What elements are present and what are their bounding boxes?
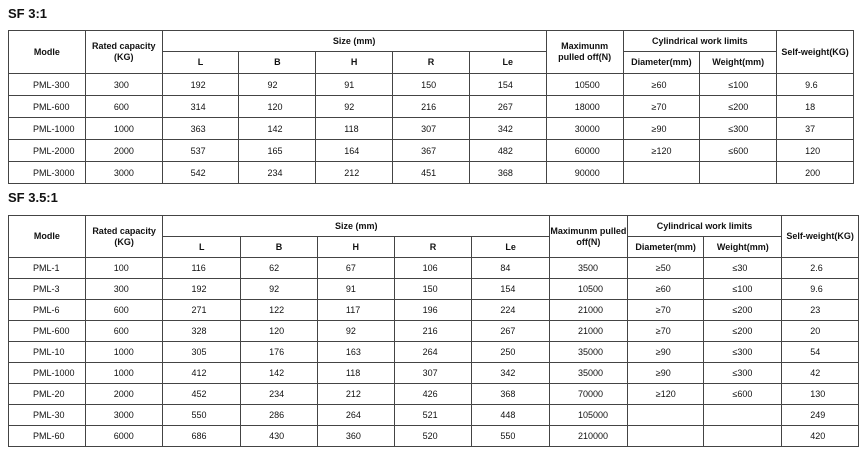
table-cell: 84 <box>472 258 550 279</box>
table-cell: 210000 <box>550 426 628 447</box>
table-cell <box>623 162 700 184</box>
table-cell: 54 <box>782 342 859 363</box>
table-cell: 35000 <box>550 342 628 363</box>
table-cell: 176 <box>241 342 318 363</box>
model-cell: PML-30 <box>9 405 86 426</box>
table-cell: 300 <box>85 74 162 96</box>
header-size-col: Le <box>472 237 550 258</box>
table-cell: 120 <box>777 140 854 162</box>
table-cell: 120 <box>239 96 316 118</box>
header-self-weight: Self-weight(KG) <box>782 216 859 258</box>
model-cell: PML-20 <box>9 384 86 405</box>
table-cell: 367 <box>393 140 470 162</box>
table-cell: ≥70 <box>623 96 700 118</box>
table-cell: ≤300 <box>700 118 777 140</box>
table-cell: 1000 <box>85 363 163 384</box>
table-cell: 92 <box>316 96 393 118</box>
table-cell: 224 <box>472 300 550 321</box>
table-cell: 100 <box>85 258 163 279</box>
header-size-group: Size (mm) <box>162 31 546 52</box>
model-cell: PML-300 <box>9 74 86 96</box>
table-row <box>9 140 854 162</box>
table-cell: 192 <box>162 74 239 96</box>
table-cell: 164 <box>316 140 393 162</box>
table-cell: 216 <box>394 321 472 342</box>
table-cell: 342 <box>472 363 550 384</box>
table-2-title: SF 3.5:1 <box>8 190 58 205</box>
table-cell: 249 <box>782 405 859 426</box>
table-cell: 154 <box>469 74 546 96</box>
table-cell: 448 <box>472 405 550 426</box>
table-cell: 234 <box>241 384 318 405</box>
table-cell: 521 <box>394 405 472 426</box>
table-cell: ≥90 <box>623 118 700 140</box>
table-cell: 196 <box>394 300 472 321</box>
table-cell: 105000 <box>550 405 628 426</box>
table-cell: 542 <box>162 162 239 184</box>
table-cell: 3500 <box>550 258 628 279</box>
header-size-col: R <box>394 237 472 258</box>
table-cell: 163 <box>317 342 394 363</box>
table-cell: 21000 <box>550 300 628 321</box>
table-row <box>9 405 859 426</box>
table-cell: 9.6 <box>777 74 854 96</box>
table-row <box>9 426 859 447</box>
table-cell: 35000 <box>550 363 628 384</box>
header-pulled-off: Maximunm pulled off(N) <box>550 216 628 258</box>
table-cell: 60000 <box>546 140 623 162</box>
header-capacity: Rated capacity (KG) <box>85 31 162 74</box>
table-cell <box>627 426 704 447</box>
table-cell: 9.6 <box>782 279 859 300</box>
table-cell: ≥120 <box>623 140 700 162</box>
header-size-col: L <box>162 52 239 74</box>
table-cell: 6000 <box>85 426 163 447</box>
table-cell: 116 <box>163 258 241 279</box>
table-cell: 430 <box>241 426 318 447</box>
model-cell: PML-2000 <box>9 140 86 162</box>
table-cell: 18 <box>777 96 854 118</box>
header-row-1 <box>9 31 854 52</box>
table-cell: ≥60 <box>627 279 704 300</box>
table-cell: 234 <box>239 162 316 184</box>
header-size-col: R <box>393 52 470 74</box>
table-cell: 550 <box>472 426 550 447</box>
table-cell: 23 <box>782 300 859 321</box>
model-cell: PML-1000 <box>9 363 86 384</box>
table-cell: ≤30 <box>704 258 782 279</box>
table-cell: 368 <box>472 384 550 405</box>
table-cell: 154 <box>472 279 550 300</box>
table-cell: 363 <box>162 118 239 140</box>
table-cell: 537 <box>162 140 239 162</box>
table-cell: 600 <box>85 300 163 321</box>
table-cell: 212 <box>317 384 394 405</box>
table-cell: 267 <box>469 96 546 118</box>
table-cell: 90000 <box>546 162 623 184</box>
header-cylindrical-col: Weight(mm) <box>704 237 782 258</box>
table-cell: 250 <box>472 342 550 363</box>
table-cell: 307 <box>393 118 470 140</box>
table-cell: 550 <box>163 405 241 426</box>
table-cell: 600 <box>85 321 163 342</box>
table-cell: 91 <box>317 279 394 300</box>
header-cylindrical-group: Cylindrical work limits <box>623 31 777 52</box>
table-cell: 286 <box>241 405 318 426</box>
header-pulled-off: Maximunm pulled off(N) <box>546 31 623 74</box>
table-cell: 92 <box>317 321 394 342</box>
table-cell: 3000 <box>85 162 162 184</box>
table-cell: 142 <box>239 118 316 140</box>
table-row <box>9 96 854 118</box>
header-capacity: Rated capacity (KG) <box>85 216 163 258</box>
table-cell: ≤100 <box>704 279 782 300</box>
table-cell: ≤200 <box>704 300 782 321</box>
table-cell: 520 <box>394 426 472 447</box>
table-cell: 420 <box>782 426 859 447</box>
table-cell: 300 <box>85 279 163 300</box>
header-cylindrical-col: Diameter(mm) <box>627 237 704 258</box>
table-cell: 122 <box>241 300 318 321</box>
table-cell: 150 <box>394 279 472 300</box>
table-cell: 92 <box>241 279 318 300</box>
header-cylindrical-col: Diameter(mm) <box>623 52 700 74</box>
table-cell: 264 <box>317 405 394 426</box>
table-cell: ≥50 <box>627 258 704 279</box>
table-row <box>9 74 854 96</box>
model-cell: PML-600 <box>9 96 86 118</box>
table-cell: 412 <box>163 363 241 384</box>
table-row <box>9 279 859 300</box>
table-cell: 451 <box>393 162 470 184</box>
table-cell: 200 <box>777 162 854 184</box>
table-cell: 3000 <box>85 405 163 426</box>
model-cell: PML-3000 <box>9 162 86 184</box>
table-cell: 267 <box>472 321 550 342</box>
header-self-weight: Self-weight(KG) <box>777 31 854 74</box>
spec-table-sf-3-5-1 <box>8 215 859 447</box>
table-row <box>9 384 859 405</box>
table-row <box>9 258 859 279</box>
table-row <box>9 363 859 384</box>
table-cell: 10500 <box>546 74 623 96</box>
table-cell <box>627 405 704 426</box>
table-cell: 142 <box>241 363 318 384</box>
header-model: Modle <box>9 31 86 74</box>
table-cell: 212 <box>316 162 393 184</box>
model-cell: PML-600 <box>9 321 86 342</box>
table-cell: 216 <box>393 96 470 118</box>
table-cell: 192 <box>163 279 241 300</box>
table-cell: 368 <box>469 162 546 184</box>
table-cell: ≥60 <box>623 74 700 96</box>
table-1-title: SF 3:1 <box>8 6 48 21</box>
table-cell: 2000 <box>85 384 163 405</box>
table-cell: 37 <box>777 118 854 140</box>
header-size-col: Le <box>469 52 546 74</box>
table-row <box>9 321 859 342</box>
table-cell: 305 <box>163 342 241 363</box>
table-cell: 120 <box>241 321 318 342</box>
table-cell: 1000 <box>85 118 162 140</box>
table-cell: 271 <box>163 300 241 321</box>
table-cell <box>700 162 777 184</box>
table-row <box>9 300 859 321</box>
spec-table-sf-3-1 <box>8 30 854 184</box>
table-cell: 328 <box>163 321 241 342</box>
table-cell: 2.6 <box>782 258 859 279</box>
model-cell: PML-3 <box>9 279 86 300</box>
table-cell: 118 <box>316 118 393 140</box>
table-cell: ≤600 <box>704 384 782 405</box>
table-cell: 314 <box>162 96 239 118</box>
table-cell: 70000 <box>550 384 628 405</box>
table-cell: 10500 <box>550 279 628 300</box>
table-cell <box>704 405 782 426</box>
table-cell: 686 <box>163 426 241 447</box>
table-cell: 117 <box>317 300 394 321</box>
table-cell: ≥70 <box>627 300 704 321</box>
table-cell: 452 <box>163 384 241 405</box>
header-size-col: B <box>241 237 318 258</box>
header-size-group: Size (mm) <box>163 216 550 237</box>
table-cell: ≤300 <box>704 342 782 363</box>
table-cell: 2000 <box>85 140 162 162</box>
table-cell: 342 <box>469 118 546 140</box>
header-row-1 <box>9 216 859 237</box>
table-cell: ≤200 <box>704 321 782 342</box>
table-cell: 62 <box>241 258 318 279</box>
table-row <box>9 342 859 363</box>
table-cell: 18000 <box>546 96 623 118</box>
header-size-col: H <box>316 52 393 74</box>
table-cell: 150 <box>393 74 470 96</box>
model-cell: PML-1 <box>9 258 86 279</box>
table-cell: 106 <box>394 258 472 279</box>
header-cylindrical-col: Weight(mm) <box>700 52 777 74</box>
table-cell: ≤600 <box>700 140 777 162</box>
table-cell: 30000 <box>546 118 623 140</box>
table-cell: 20 <box>782 321 859 342</box>
table-cell: 360 <box>317 426 394 447</box>
table-cell: 482 <box>469 140 546 162</box>
table-cell: ≤100 <box>700 74 777 96</box>
table-cell: 130 <box>782 384 859 405</box>
table-cell: 600 <box>85 96 162 118</box>
table-cell: 165 <box>239 140 316 162</box>
table-cell: ≤300 <box>704 363 782 384</box>
model-cell: PML-60 <box>9 426 86 447</box>
table-cell: 92 <box>239 74 316 96</box>
table-cell: ≤200 <box>700 96 777 118</box>
model-cell: PML-1000 <box>9 118 86 140</box>
table-cell: ≥70 <box>627 321 704 342</box>
header-size-col: H <box>317 237 394 258</box>
table-cell: 426 <box>394 384 472 405</box>
header-size-col: L <box>163 237 241 258</box>
table-cell <box>704 426 782 447</box>
table-cell: 42 <box>782 363 859 384</box>
table-cell: ≥90 <box>627 363 704 384</box>
header-model: Modle <box>9 216 86 258</box>
table-row <box>9 118 854 140</box>
table-cell: 118 <box>317 363 394 384</box>
model-cell: PML-6 <box>9 300 86 321</box>
table-cell: ≥120 <box>627 384 704 405</box>
model-cell: PML-10 <box>9 342 86 363</box>
table-cell: ≥90 <box>627 342 704 363</box>
header-cylindrical-group: Cylindrical work limits <box>627 216 781 237</box>
table-cell: 1000 <box>85 342 163 363</box>
table-cell: 91 <box>316 74 393 96</box>
table-cell: 21000 <box>550 321 628 342</box>
table-cell: 264 <box>394 342 472 363</box>
table-row <box>9 162 854 184</box>
table-cell: 307 <box>394 363 472 384</box>
table-cell: 67 <box>317 258 394 279</box>
header-size-col: B <box>239 52 316 74</box>
